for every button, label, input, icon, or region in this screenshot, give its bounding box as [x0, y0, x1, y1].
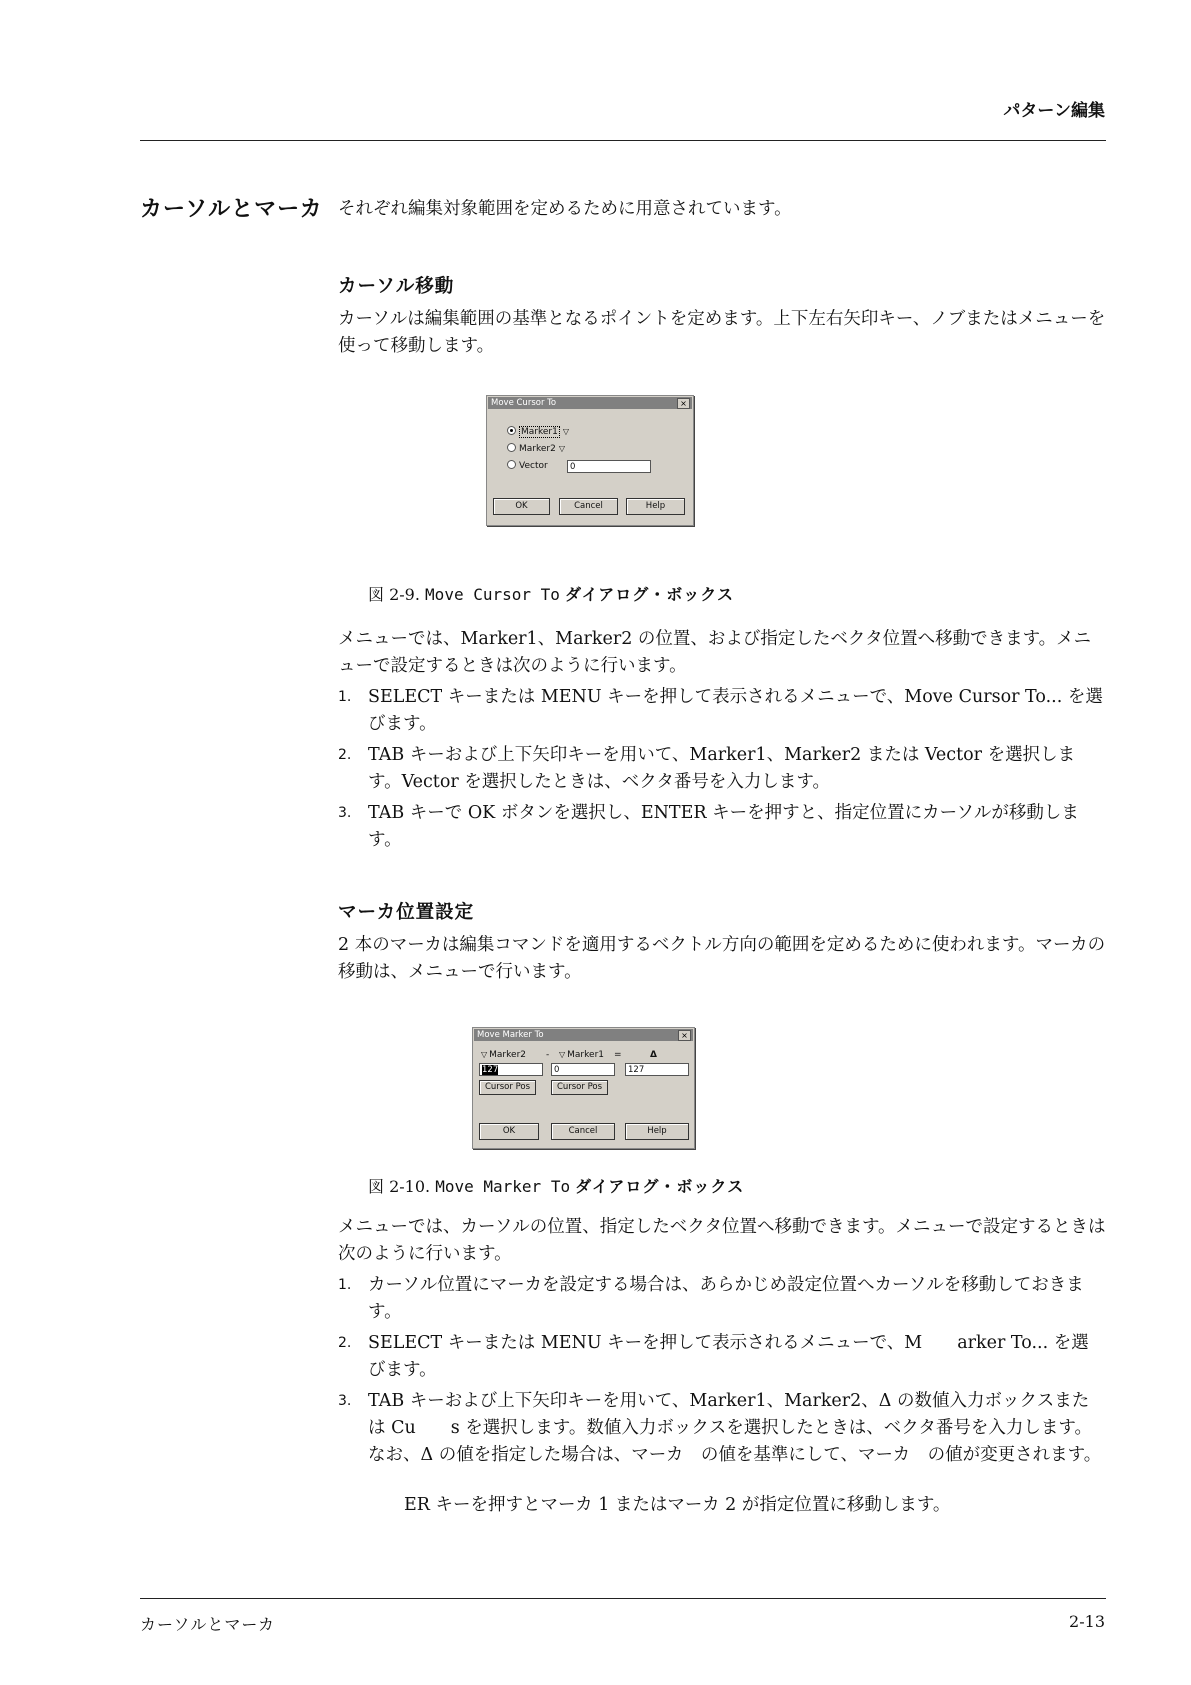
radio-marker2[interactable]: [507, 443, 565, 454]
move-marker-dialog: [472, 1027, 695, 1149]
marker1-select[interactable]: ▽ Marker1: [559, 1050, 604, 1060]
radio-vector-label: Vector: [519, 461, 548, 471]
minus-sign: -: [546, 1050, 550, 1060]
marker-text: 2 本のマーカは編集コマンドを適用するベクトル方向の範囲を定めるために使われます。マーカの移動は、メニューで行います。: [338, 935, 1106, 982]
list-item: 1. カーソル位置にマーカを設定する場合は、あらかじめ設定位置へカーソルを移動しておきます。: [338, 1275, 1084, 1322]
triangle-down-icon: ▽: [559, 1050, 566, 1059]
close-icon[interactable]: ×: [677, 398, 690, 409]
marker-heading: マーカ位置設定: [338, 902, 475, 923]
move-cursor-dialog: [486, 395, 694, 526]
cursor-heading: カーソル移動: [338, 276, 455, 297]
dialog-title: Move Marker To: [477, 1030, 544, 1040]
list-item: 2. SELECT キーまたは MENU キーを押して表示されるメニューで、M arker To... を選びます。: [338, 1333, 1089, 1380]
cursor-text: カーソルは編集範囲の基準となるポイントを定めます。上下左右矢印キー、ノブまたはメニューを使って移動します。: [338, 309, 1106, 356]
help-button[interactable]: Help: [626, 498, 685, 515]
running-header: パターン編集: [1003, 101, 1105, 121]
figure-caption-2-9: [368, 582, 734, 605]
radio-vector[interactable]: [507, 460, 548, 471]
figure-label: 図 2-10.: [368, 1177, 431, 1196]
list-item: 3. TAB キーおよび上下矢印キーを用いて、Marker1、Marker2、Δ の数値入力ボックスまたは Cu s を選択します。数値入力ボックスを選択したときは、ベクタ番号を入力します。なお、Δ の値を指定した場合は、マーカ の値を基準にして、マーカ の値が変更されます。: [338, 1391, 1102, 1465]
triangle-down-icon[interactable]: ▽: [562, 427, 569, 436]
triangle-down-icon[interactable]: ▽: [558, 444, 565, 453]
ok-button[interactable]: OK: [479, 1123, 539, 1140]
list-item: 3. TAB キーで OK ボタンを選択し、ENTER キーを押すと、指定位置にカーソルが移動します。: [338, 803, 1079, 850]
delta-input[interactable]: 127: [625, 1063, 689, 1076]
marker2-select[interactable]: ▽ Marker2: [481, 1050, 526, 1060]
triangle-down-icon: ▽: [481, 1050, 488, 1059]
radio-marker2-label: Marker2: [519, 444, 556, 454]
figure-label: 図 2-9.: [368, 585, 420, 604]
radio-marker1-label: Marker1: [521, 427, 558, 437]
cursor-pos-button-marker2[interactable]: Cursor Pos: [479, 1080, 536, 1095]
marker-menu-text: メニューでは、カーソルの位置、指定したベクタ位置へ移動できます。メニューで設定するときは次のように行います。: [338, 1217, 1106, 1264]
cancel-button[interactable]: Cancel: [551, 1123, 615, 1140]
intro-text: それぞれ編集対象範囲を定めるために用意されています。: [338, 199, 792, 219]
close-icon[interactable]: ×: [678, 1030, 691, 1041]
equals-sign: =: [614, 1050, 622, 1060]
ok-button[interactable]: OK: [493, 498, 550, 515]
cursor-menu-text: メニューでは、Marker1、Marker2 の位置、および指定したベクタ位置へ移動できます。メニューで設定するときは次のように行います。: [338, 629, 1092, 676]
figure-suffix: ダイアログ・ボックス: [575, 1177, 745, 1196]
dialog-title: Move Cursor To: [491, 398, 557, 408]
radio-marker1[interactable]: [507, 426, 569, 437]
radio-icon: [507, 443, 516, 452]
radio-selected-icon: [507, 426, 516, 435]
vector-input[interactable]: 0: [567, 460, 651, 473]
cancel-button[interactable]: Cancel: [559, 498, 618, 515]
footer-section: カーソルとマーカ: [140, 1615, 276, 1634]
list-item: 1. SELECT キーまたは MENU キーを押して表示されるメニューで、Move Cursor To... を選びます。: [338, 687, 1103, 734]
dialog-titlebar: [488, 397, 692, 409]
list-item: 2. TAB キーおよび上下矢印キーを用いて、Marker1、Marker2 または Vector を選択します。Vector を選択したときは、ベクタ番号を入力します。: [338, 745, 1076, 792]
delta-label: Δ: [650, 1050, 657, 1060]
side-title: カーソルとマーカ: [140, 197, 323, 222]
cursor-pos-button-marker1[interactable]: Cursor Pos: [551, 1080, 608, 1095]
dialog-titlebar: [474, 1029, 693, 1041]
figure-caption-2-10: [368, 1174, 744, 1197]
marker-last-line: ER キーを押すとマーカ 1 またはマーカ 2 が指定位置に移動します。: [404, 1495, 951, 1515]
marker1-input[interactable]: 0: [551, 1063, 615, 1076]
header-rule: [140, 140, 1106, 141]
figure-name: Move Marker To: [435, 1177, 571, 1196]
page-number: 2-13: [1069, 1612, 1105, 1631]
cursor-steps: [338, 684, 1106, 858]
marker-steps: [338, 1272, 1106, 1473]
footer-rule: [140, 1598, 1106, 1599]
help-button[interactable]: Help: [625, 1123, 689, 1140]
figure-name: Move Cursor To: [425, 585, 560, 604]
radio-icon: [507, 460, 516, 469]
marker2-input[interactable]: 127: [479, 1063, 543, 1076]
figure-suffix: ダイアログ・ボックス: [565, 585, 735, 604]
